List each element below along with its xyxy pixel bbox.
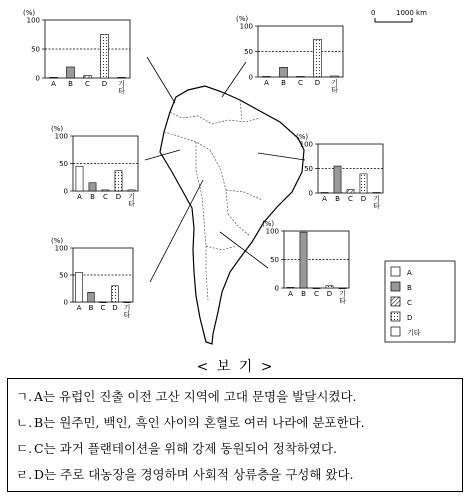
category-label: 기 — [118, 80, 125, 88]
category-label: A — [76, 304, 82, 312]
category-label: B — [68, 80, 73, 88]
statement-marker: ㄴ. — [16, 415, 33, 430]
statement-marker: ㄹ. — [16, 467, 33, 482]
bar-기타 — [331, 76, 339, 77]
legend-label: B — [407, 284, 412, 292]
bar-B — [67, 67, 75, 78]
y-axis-unit-label: (%) — [23, 9, 36, 17]
bogi-statement-3 — [16, 436, 454, 462]
bar-B — [280, 67, 288, 77]
bar-D — [360, 174, 367, 193]
y-axis-unit-label: (%) — [296, 133, 309, 141]
category-label: B — [90, 193, 95, 201]
y-tick-label: 0 — [308, 189, 313, 198]
scale-distance-label: 1000 km — [396, 9, 427, 17]
y-tick-label: 50 — [59, 271, 68, 280]
category-label: B — [301, 290, 306, 298]
legend-swatch-3 — [391, 312, 400, 321]
bar-B — [88, 292, 95, 302]
category-label: 타 — [128, 200, 135, 208]
category-label: A — [264, 79, 269, 87]
category-label: B — [88, 304, 94, 312]
bar-D — [112, 286, 119, 302]
bar-B — [300, 232, 307, 288]
category-label: 타 — [339, 297, 346, 305]
y-axis-unit-label: (%) — [262, 220, 275, 228]
bogi-title: < 보 기 > — [196, 359, 275, 375]
y-tick-label: 0 — [63, 298, 68, 307]
bar-D — [101, 35, 109, 79]
bar-C — [102, 190, 109, 191]
scale-zero-label: 0 — [371, 9, 376, 17]
legend-swatch-1 — [391, 282, 400, 291]
category-label: D — [112, 304, 118, 312]
continent-outline — [160, 86, 304, 344]
y-tick-label: 50 — [244, 48, 253, 56]
legend-swatch-0 — [391, 267, 400, 276]
scale-bar — [371, 9, 427, 22]
legend-swatch-2 — [391, 297, 400, 306]
bar-D — [115, 171, 122, 191]
legend-swatch-4 — [391, 327, 400, 336]
category-label: 기 — [331, 79, 338, 87]
bogi-box — [7, 378, 463, 492]
y-axis-unit-label: (%) — [51, 125, 64, 133]
category-label: 타 — [118, 87, 125, 95]
y-tick-label: 100 — [299, 140, 313, 149]
category-label: D — [314, 79, 321, 87]
chart-southeast — [262, 220, 349, 305]
chart-northwest — [236, 15, 343, 94]
category-label: C — [298, 79, 303, 87]
category-label: C — [85, 80, 90, 88]
chart-east — [296, 133, 383, 210]
y-tick-label: 0 — [248, 73, 253, 82]
category-label: 타 — [373, 202, 380, 210]
statement-text: B는 원주민, 백인, 흑인 사이의 혼혈로 여러 나라에 분포한다. — [34, 415, 365, 430]
category-label: A — [51, 80, 56, 88]
category-label: A — [322, 195, 327, 203]
bar-A — [321, 193, 328, 194]
statement-text: D는 주로 대농장을 경영하며 사회적 상류층을 구성해 왔다. — [34, 467, 354, 482]
bar-D — [314, 39, 322, 77]
category-label: A — [77, 193, 82, 201]
category-label: 타 — [331, 86, 338, 94]
legend-label: C — [407, 299, 412, 307]
category-label: C — [103, 193, 108, 201]
category-label: 기 — [123, 304, 131, 312]
category-label: D — [360, 195, 367, 203]
y-tick-label: 0 — [274, 284, 279, 293]
bar-기타 — [124, 302, 131, 303]
bogi-statement-1 — [16, 384, 454, 410]
bar-A — [76, 166, 83, 191]
y-tick-label: 50 — [270, 256, 279, 264]
legend-label: D — [407, 314, 413, 322]
y-tick-label: 100 — [54, 132, 68, 141]
bar-C — [297, 76, 305, 77]
category-label: 기 — [373, 195, 380, 203]
bar-기타 — [128, 190, 135, 191]
category-label: B — [335, 195, 340, 203]
legend — [385, 261, 455, 342]
category-label: D — [101, 80, 108, 88]
y-tick-label: 100 — [26, 16, 40, 25]
bogi-statement-2 — [16, 410, 454, 436]
y-axis-unit-label: (%) — [236, 15, 249, 23]
bar-A — [287, 287, 294, 288]
chart-north — [23, 9, 130, 95]
y-tick-label: 50 — [59, 160, 68, 168]
category-label: C — [348, 195, 353, 203]
category-label: 타 — [123, 311, 131, 319]
bar-기타 — [373, 193, 380, 194]
y-tick-label: 0 — [63, 187, 68, 196]
bar-C — [100, 302, 107, 303]
bar-B — [334, 166, 341, 193]
category-label: C — [100, 304, 106, 312]
category-label: D — [326, 290, 333, 298]
statement-text: A는 유럽인 진출 이전 고산 지역에 고대 문명을 발달시켰다. — [34, 389, 357, 404]
chart-west-central — [51, 125, 138, 208]
bar-C — [347, 190, 354, 193]
chart-southwest — [51, 237, 133, 319]
category-label: 기 — [128, 193, 135, 201]
bar-B — [89, 183, 96, 191]
legend-label: A — [407, 269, 412, 277]
bar-A — [76, 272, 83, 302]
y-axis-unit-label: (%) — [51, 237, 64, 245]
y-tick-label: 100 — [265, 227, 279, 236]
category-label: B — [281, 79, 286, 87]
y-tick-label: 50 — [31, 45, 40, 54]
y-tick-label: 50 — [304, 165, 313, 173]
bar-D — [326, 286, 333, 288]
bogi-statement-4 — [16, 462, 454, 488]
y-tick-label: 0 — [35, 74, 40, 83]
category-label: C — [314, 290, 319, 298]
category-label: 기 — [339, 290, 346, 298]
category-label: D — [115, 193, 122, 201]
y-tick-label: 100 — [54, 244, 68, 253]
statement-text: C는 과거 플랜테이션을 위해 강제 동원되어 정착하였다. — [34, 441, 338, 456]
bar-A — [263, 76, 271, 77]
statement-marker: ㄷ. — [16, 441, 33, 456]
category-label: A — [288, 290, 293, 298]
statement-marker: ㄱ. — [16, 389, 33, 404]
y-tick-label: 100 — [239, 22, 253, 31]
bar-C — [313, 288, 320, 289]
bar-기타 — [118, 77, 126, 78]
legend-label: 기타 — [407, 329, 421, 337]
bar-C — [84, 76, 92, 78]
bar-A — [50, 77, 58, 78]
bar-기타 — [339, 288, 346, 289]
